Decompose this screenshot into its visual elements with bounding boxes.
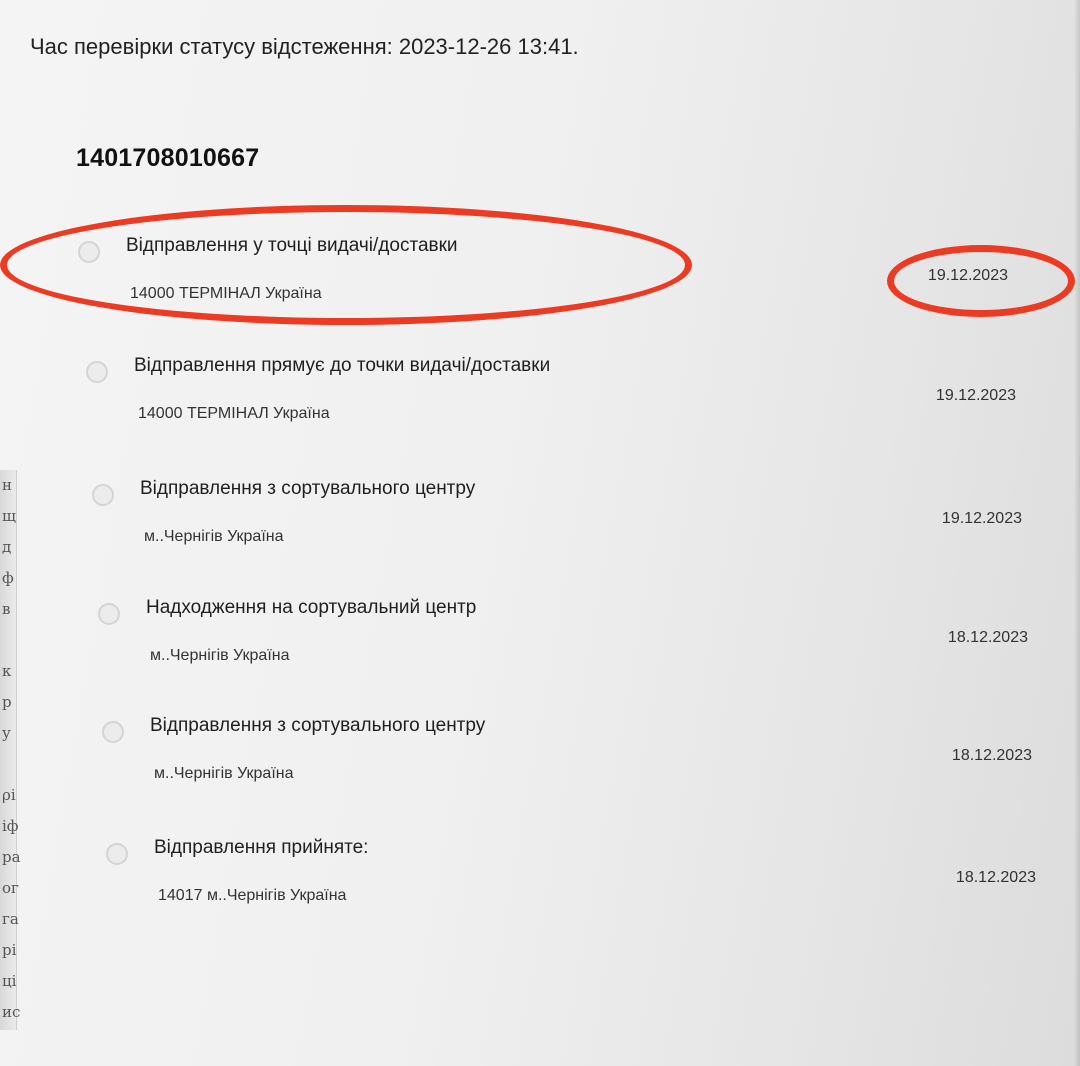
event-status: Надходження на сортувальний центр xyxy=(146,597,477,618)
background-fragment: ог xyxy=(2,879,19,897)
event-date: 18.12.2023 xyxy=(947,629,1028,646)
background-fragment xyxy=(2,625,16,656)
check-time: Час перевірки статусу відстеження: 2023-12-26 13:41. xyxy=(30,34,579,59)
background-fragment: га xyxy=(2,910,19,928)
background-fragment: р xyxy=(2,693,12,711)
status-dot-icon xyxy=(102,721,124,743)
tracking-event xyxy=(106,837,1036,937)
tracking-number: 1401708010667 xyxy=(76,144,260,172)
background-fragment: ф xyxy=(2,569,14,587)
background-fragment: щ xyxy=(2,507,16,525)
background-fragment: іф xyxy=(2,817,19,835)
background-fragment: ці xyxy=(2,972,17,990)
event-status: Відправлення з сортувального центру xyxy=(150,715,486,736)
background-fragment: к xyxy=(2,662,12,680)
status-dot-icon xyxy=(106,843,128,865)
background-fragment: у xyxy=(2,724,11,742)
background-fragment: д xyxy=(2,538,12,556)
background-fragment xyxy=(2,749,16,780)
background-fragment: ρі xyxy=(2,786,16,804)
status-dot-icon xyxy=(92,484,114,506)
event-location: м..Чернігів Україна xyxy=(154,765,294,782)
background-page-edge xyxy=(0,470,21,1030)
event-date: 19.12.2023 xyxy=(935,387,1016,404)
event-status: Відправлення з сортувального центру xyxy=(140,478,476,499)
event-date: 19.12.2023 xyxy=(927,267,1008,284)
tracking-event xyxy=(92,478,1022,578)
event-location: м..Чернігів Україна xyxy=(144,528,284,545)
date-highlight-ellipse xyxy=(887,245,1075,317)
event-date: 18.12.2023 xyxy=(951,747,1032,764)
tracking-event xyxy=(102,715,1032,815)
event-location: м..Чернігів Україна xyxy=(150,647,290,664)
tracking-event xyxy=(98,597,1028,697)
background-fragment: ра xyxy=(2,848,21,866)
event-location: 14000 ТЕРМІНАЛ Україна xyxy=(130,285,322,302)
tracking-event xyxy=(86,355,1016,455)
background-fragment: ис xyxy=(2,1003,21,1021)
status-dot-icon xyxy=(86,361,108,383)
background-fragment: в xyxy=(2,600,11,618)
event-status: Відправлення у точці видачі/доставки xyxy=(126,235,458,256)
event-date: 18.12.2023 xyxy=(955,869,1036,886)
event-status: Відправлення прийняте: xyxy=(154,837,369,858)
event-status: Відправлення прямує до точки видачі/доставки xyxy=(134,355,551,376)
background-fragment: н xyxy=(2,476,12,494)
event-location: 14017 м..Чернігів Україна xyxy=(158,887,347,904)
event-location: 14000 ТЕРМІНАЛ Україна xyxy=(138,405,330,422)
background-fragment: рі xyxy=(2,941,17,959)
status-highlight-ellipse xyxy=(0,205,692,325)
status-dot-icon xyxy=(98,603,120,625)
event-date: 19.12.2023 xyxy=(941,510,1022,527)
